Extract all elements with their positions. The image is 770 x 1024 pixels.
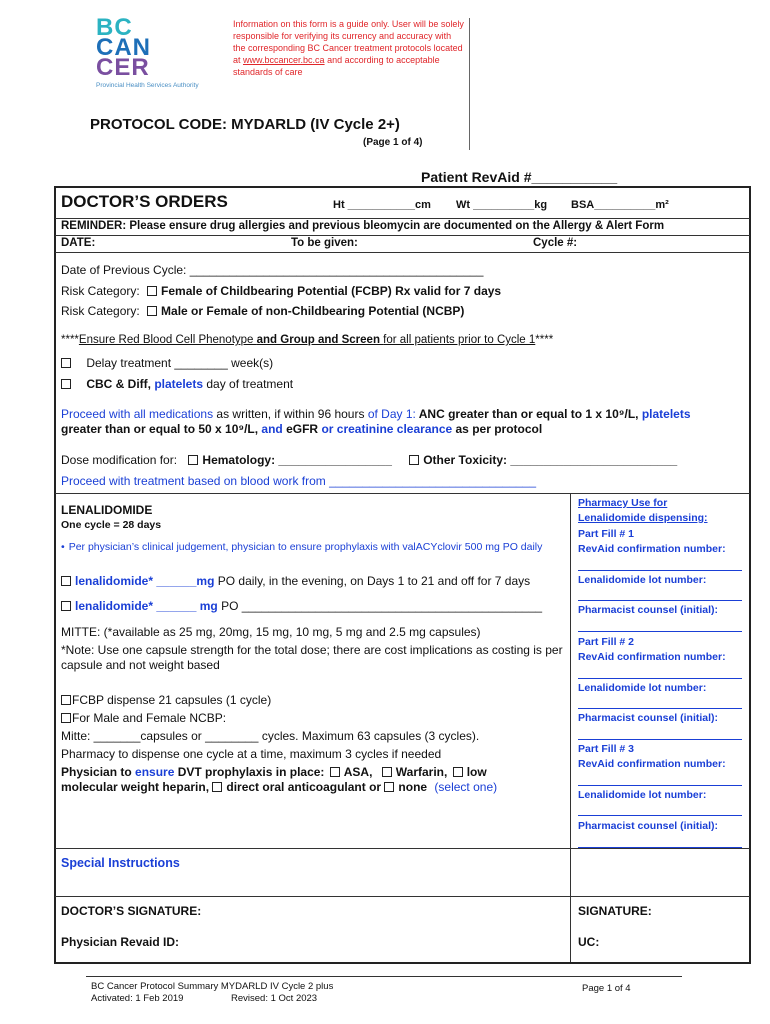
- disclaimer-text-1: Information on this form is a guide only. User will be solely responsible for verifying its currency and accuracy with the corresponding BC Cancer treatment protocols located at: [233, 19, 464, 65]
- proceed-egfr: eGFR: [286, 422, 322, 436]
- none-option: none: [398, 780, 428, 794]
- other-toxicity-field[interactable]: Other Toxicity: _________________________: [423, 453, 678, 467]
- dose-2-text[interactable]: PO _____________________________________________: [217, 599, 543, 613]
- asa-option: ASA,: [343, 765, 373, 779]
- divider: [55, 235, 750, 236]
- prophylaxis-text: Per physician’s clinical judgement, physician to ensure prophylaxis with valACYclovir 500 mg PO daily: [68, 541, 543, 553]
- dvt-row-2: [61, 780, 497, 794]
- pharmacy-title-1: Pharmacy Use for: [578, 497, 668, 509]
- warfarin-checkbox[interactable]: [382, 767, 392, 777]
- date-field[interactable]: DATE:: [61, 237, 96, 249]
- ncbp-checkbox[interactable]: [147, 306, 157, 316]
- lmwh-checkbox[interactable]: [453, 767, 463, 777]
- footer-revised: Revised: 1 Oct 2023: [231, 993, 318, 1004]
- counsel-label-2: Pharmacist counsel (initial):: [578, 712, 719, 724]
- logo-line-1: BC: [96, 14, 133, 41]
- logo-subtitle: Provincial Health Services Authority: [96, 82, 199, 89]
- protocol-code: PROTOCOL CODE: MYDARLD (IV Cycle 2+): [90, 116, 400, 133]
- delay-row: [61, 356, 273, 370]
- bsa-field[interactable]: BSA__________m²: [571, 199, 669, 211]
- cbc-text: CBC & Diff,: [86, 377, 155, 391]
- hematology-checkbox[interactable]: [188, 455, 198, 465]
- proceed-text: greater than or equal to 50 x 10⁹/L,: [61, 422, 262, 436]
- bc-cancer-logo: [96, 14, 226, 104]
- proceed-text: and: [261, 422, 287, 436]
- none-checkbox[interactable]: [384, 782, 394, 792]
- footer-activated: Activated: 1 Feb 2019: [91, 993, 184, 1004]
- header-divider: [469, 18, 470, 150]
- fcbp-checkbox[interactable]: [147, 286, 157, 296]
- ncbp-text: For Male and Female NCBP:: [72, 711, 227, 725]
- proceed-line-2: [61, 422, 542, 436]
- proceed-platelets: platelets: [641, 407, 691, 421]
- cost-note: *Note: Use one capsule strength for the total dose; there are cost implications as costing is per capsule and not weight based: [61, 643, 563, 672]
- fcbp-dispense-checkbox[interactable]: [61, 695, 71, 705]
- proceed-anc: ANC greater than or equal to 1 x 10⁹/L,: [415, 407, 642, 421]
- proceed-text: Proceed with: [61, 407, 134, 421]
- weight-field[interactable]: Wt __________kg: [456, 199, 548, 211]
- special-instructions[interactable]: Special Instructions: [61, 856, 180, 870]
- disclaimer: [233, 18, 465, 78]
- delay-text: Delay treatment ________ week(s): [86, 356, 274, 370]
- fcbp-dispense-row: [61, 693, 271, 707]
- phenotype-prefix: ****: [61, 334, 79, 346]
- dose-row-1: [61, 574, 530, 588]
- risk-row-ncbp: [61, 304, 464, 318]
- dose-2-name[interactable]: lenalidomide* ______ mg: [75, 599, 218, 613]
- part-fill-1: Part Fill # 1: [578, 528, 635, 540]
- delay-checkbox[interactable]: [61, 358, 71, 368]
- cbc-day: day of treatment: [203, 377, 294, 391]
- pharmacy-divider: [570, 494, 571, 962]
- mitte: MITTE: (*available as 25 mg, 20mg, 15 mg, 10 mg, 5 mg and 2.5 mg capsules): [61, 625, 481, 639]
- lot-label-2: Lenalidomide lot number:: [578, 682, 707, 694]
- lmwh-option-cont: molecular weight heparin,: [61, 780, 213, 794]
- asa-checkbox[interactable]: [330, 767, 340, 777]
- revaid-label-2: RevAid confirmation number:: [578, 651, 726, 663]
- dvt-text: Physician to: [61, 765, 136, 779]
- dose-1-checkbox[interactable]: [61, 576, 71, 586]
- dose-mod-label: Dose modification for:: [61, 453, 178, 467]
- phenotype-note: [61, 334, 553, 346]
- mitte-capsules[interactable]: Mitte: _______capsules or ________ cycles. Maximum 63 capsules (3 cycles).: [61, 729, 480, 743]
- fcbp-option: Female of Childbearing Potential (FCBP) Rx valid for 7 days: [161, 284, 502, 298]
- dose-2-checkbox[interactable]: [61, 601, 71, 611]
- patient-revaid: Patient RevAid #___________: [421, 169, 618, 185]
- footer-page: Page 1 of 4: [582, 983, 631, 994]
- proceed-blood-work[interactable]: Proceed with treatment based on blood work from _______________________________: [61, 474, 537, 488]
- lenalidomide-title: LENALIDOMIDE: [61, 503, 153, 517]
- part-fill-2: Part Fill # 2: [578, 636, 635, 648]
- phenotype-text-2: for all patients prior to Cycle 1: [383, 334, 536, 346]
- phenotype-bold: and Group and Screen: [256, 334, 384, 346]
- divider: [55, 493, 750, 494]
- doac-checkbox[interactable]: [212, 782, 222, 792]
- dvt-ensure: ensure: [135, 765, 175, 779]
- proceed-text: as per protocol: [452, 422, 543, 436]
- dose-1-text: PO daily, in the evening, on Days 1 to 21 and off for 7 days: [214, 574, 531, 588]
- disclaimer-text-2: and according to acceptable standards of care: [233, 55, 440, 77]
- counsel-input-3[interactable]: [578, 847, 742, 848]
- lot-input-3[interactable]: [578, 815, 742, 816]
- risk-label: Risk Category:: [61, 304, 140, 318]
- counsel-label-1: Pharmacist counsel (initial):: [578, 604, 719, 616]
- proceed-text: all medications: [133, 407, 214, 421]
- proceed-creatinine: or creatinine clearance: [321, 422, 453, 436]
- lmwh-option: low: [466, 765, 487, 779]
- proceed-line-1: [61, 407, 691, 421]
- divider: [55, 896, 750, 897]
- dvt-row-1: [61, 765, 487, 779]
- warfarin-option: Warfarin,: [395, 765, 448, 779]
- counsel-input-2[interactable]: [578, 739, 742, 740]
- dose-mod-row: [61, 453, 677, 467]
- revaid-input-2[interactable]: [578, 678, 742, 679]
- prophylaxis-bullet: • Per physician’s clinical judgement, physician to ensure prophylaxis with valACYclovir 500 mg PO daily: [61, 541, 543, 553]
- counsel-label-3: Pharmacist counsel (initial):: [578, 820, 719, 832]
- pharmacy-dispense-note: Pharmacy to dispense one cycle at a time, maximum 3 cycles if needed: [61, 747, 442, 761]
- orders-title: DOCTOR’S ORDERS: [61, 192, 228, 211]
- dose-row-2: [61, 599, 542, 613]
- cbc-checkbox[interactable]: [61, 379, 71, 389]
- lot-label-3: Lenalidomide lot number:: [578, 789, 707, 801]
- divider: [55, 218, 750, 219]
- other-toxicity-checkbox[interactable]: [409, 455, 419, 465]
- to-be-given-field[interactable]: To be given:: [291, 237, 358, 249]
- doctor-signature[interactable]: DOCTOR’S SIGNATURE:: [61, 904, 202, 918]
- lot-input-2[interactable]: [578, 708, 742, 709]
- revaid-input-1[interactable]: [578, 570, 742, 571]
- cycle-field[interactable]: Cycle #:: [533, 237, 578, 249]
- dose-1-name[interactable]: lenalidomide* ______mg: [75, 574, 215, 588]
- part-fill-3: Part Fill # 3: [578, 743, 635, 755]
- ncbp-dispense-checkbox[interactable]: [61, 713, 71, 723]
- physician-revaid-id[interactable]: Physician Revaid ID:: [61, 935, 180, 949]
- ncbp-option: Male or Female of non-Childbearing Potential (NCBP): [161, 304, 465, 318]
- cycle-length: One cycle = 28 days: [61, 519, 162, 531]
- phenotype-text: Ensure Red Blood Cell Phenotype: [78, 334, 257, 346]
- divider: [55, 252, 750, 253]
- risk-label: Risk Category:: [61, 284, 140, 298]
- ncbp-row: [61, 711, 226, 725]
- previous-cycle-field[interactable]: Date of Previous Cycle: ____________________________________________: [61, 263, 484, 277]
- lot-label-1: Lenalidomide lot number:: [578, 574, 707, 586]
- pharmacist-signature[interactable]: SIGNATURE:: [578, 904, 652, 918]
- footer-summary: BC Cancer Protocol Summary MYDARLD IV Cycle 2 plus: [91, 981, 334, 992]
- lot-input-1[interactable]: [578, 600, 742, 601]
- divider: [55, 848, 750, 849]
- phenotype-suffix: ****: [535, 334, 554, 346]
- cbc-platelets: platelets: [154, 377, 204, 391]
- bccancer-link[interactable]: www.bccancer.bc.ca: [243, 55, 325, 65]
- dvt-text: DVT prophylaxis in place:: [174, 765, 328, 779]
- pharmacy-title-2: Lenalidomide dispensing:: [578, 512, 708, 524]
- footer-divider: [86, 976, 682, 977]
- fcbp-dispense-text: FCBP dispense 21 capsules (1 cycle): [72, 693, 272, 707]
- revaid-input-3[interactable]: [578, 785, 742, 786]
- cbc-row: [61, 377, 293, 391]
- hematology-field[interactable]: Hematology: _________________: [202, 453, 392, 467]
- logo-line-3: CER: [96, 54, 150, 81]
- reminder: REMINDER: Please ensure drug allergies and previous bleomycin are documented on the Allergy & Alert Form: [61, 220, 665, 232]
- doac-option: direct oral anticoagulant or: [226, 780, 385, 794]
- revaid-label-1: RevAid confirmation number:: [578, 543, 726, 555]
- counsel-input-1[interactable]: [578, 631, 742, 632]
- proceed-text: as written, if within 96 hours: [213, 407, 368, 421]
- height-field[interactable]: Ht ___________cm: [333, 199, 431, 211]
- logo-line-2: CAN: [96, 34, 151, 61]
- risk-row-fcbp: [61, 284, 501, 298]
- uc-field[interactable]: UC:: [578, 935, 600, 949]
- revaid-label-3: RevAid confirmation number:: [578, 758, 726, 770]
- page-label: (Page 1 of 4): [363, 137, 423, 148]
- proceed-text: of Day 1:: [367, 407, 416, 421]
- select-one: (select one): [434, 780, 498, 794]
